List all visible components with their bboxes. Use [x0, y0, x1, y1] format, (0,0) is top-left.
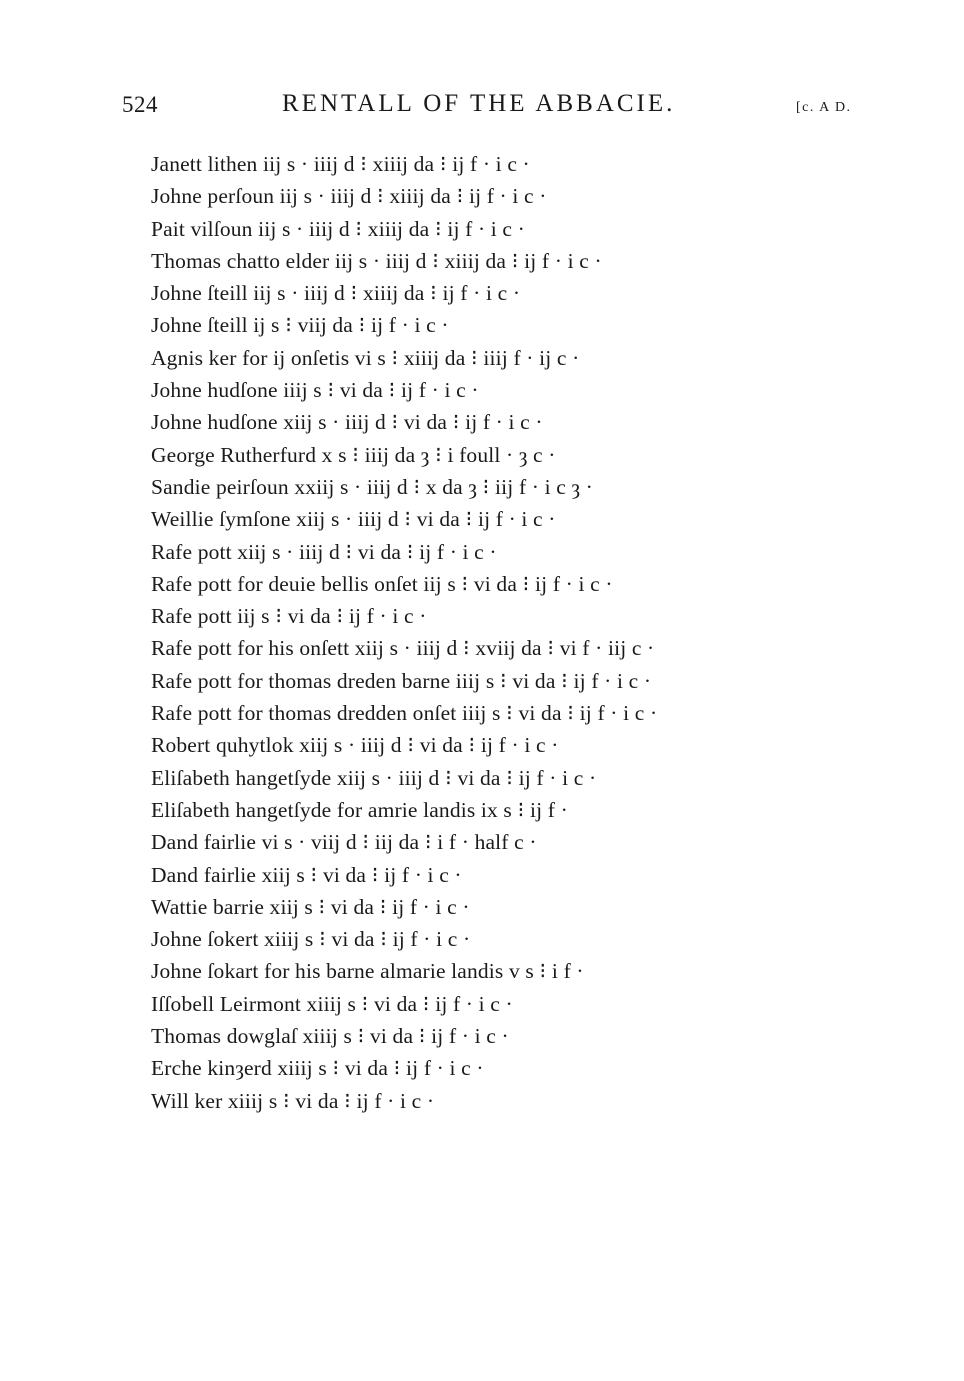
date-note: [c. A D.: [796, 100, 852, 115]
rental-entry: Erche kinȝerd xiiij s ⁝ vi da ⁝ ij f · i c ·: [151, 1056, 484, 1081]
rental-entry: Iſſobell Leirmont xiiij s ⁝ vi da ⁝ ij f · i c ·: [151, 991, 513, 1016]
rental-entry: Rafe pott for thomas dredden onſet iiij s ⁝ vi da ⁝ ij f · i c ·: [151, 701, 658, 726]
rental-entry: Rafe pott xiij s · iiij d ⁝ vi da ⁝ ij f · i c ·: [151, 539, 497, 564]
rental-entry: Johne hudſone iiij s ⁝ vi da ⁝ ij f · i c ·: [151, 378, 479, 403]
rental-entry: Pait vilſoun iij s · iiij d ⁝ xiiij da ⁝ ij f · i c ·: [151, 216, 525, 241]
rental-entry: Wattie barrie xiij s ⁝ vi da ⁝ ij f · i c ·: [151, 894, 470, 919]
page-number: 524: [122, 92, 158, 117]
rental-entry: Sandie peirſoun xxiij s · iiij d ⁝ x da ȝ ⁝ iij f · i c ȝ ·: [151, 474, 593, 499]
rental-entry: Rafe pott iij s ⁝ vi da ⁝ ij f · i c ·: [151, 604, 427, 629]
rental-entry: Rafe pott for deuie bellis onſet iij s ⁝ vi da ⁝ ij f · i c ·: [151, 571, 613, 596]
rental-entry: Johne ſteill ij s ⁝ viij da ⁝ ij f · i c ·: [151, 313, 449, 338]
rental-entry: Johne perſoun iij s · iiij d ⁝ xiiij da ⁝ ij f · i c ·: [151, 184, 547, 209]
rental-entry: Dand fairlie vi s · viij d ⁝ iij da ⁝ i f · half c ·: [151, 830, 537, 855]
rental-entry: Janett lithen iij s · iiij d ⁝ xiiij da ⁝ ij f · i c ·: [151, 152, 530, 176]
rental-entry: Weillie ſymſone xiij s · iiij d ⁝ vi da ⁝ ij f · i c ·: [151, 507, 556, 532]
page-header: [0, 88, 964, 128]
rental-entry: Dand fairlie xiij s ⁝ vi da ⁝ ij f · i c ·: [151, 862, 462, 887]
rental-entry: Agnis ker for ij onſetis vi s ⁝ xiiij da ⁝ iiij f · ij c ·: [151, 345, 580, 370]
rental-entry: Thomas dowglaſ xiiij s ⁝ vi da ⁝ ij f · i c ·: [151, 1024, 509, 1049]
rental-entry: Johne ſokert xiiij s ⁝ vi da ⁝ ij f · i c ·: [151, 927, 471, 952]
rental-entry: Will ker xiiij s ⁝ vi da ⁝ ij f · i c ·: [151, 1088, 435, 1113]
rental-entry: Robert quhytlok xiij s · iiij d ⁝ vi da ⁝ ij f · i c ·: [151, 733, 559, 758]
rental-entry: Thomas chatto elder iij s · iiij d ⁝ xiiij da ⁝ ij f · i c ·: [151, 248, 602, 273]
rental-entry: Johne ſokart for his barne almarie landis v s ⁝ i f ·: [151, 959, 584, 984]
rental-entry: George Rutherfurd x s ⁝ iiij da ȝ ⁝ i foull · ȝ c ·: [151, 442, 556, 467]
rental-entry: Johne ſteill iij s · iiij d ⁝ xiiij da ⁝ ij f · i c ·: [151, 281, 521, 306]
rental-entry: Rafe pott for his onſett xiij s · iiij d ⁝ xviij da ⁝ vi f · iij c ·: [151, 636, 655, 661]
rental-entry-list: [151, 148, 911, 1117]
rental-entry: Eliſabeth hangetſyde xiij s · iiij d ⁝ vi da ⁝ ij f · i c ·: [151, 765, 597, 790]
rental-entry: Eliſabeth hangetſyde for amrie landis ix s ⁝ ij f ·: [151, 797, 568, 822]
rental-entry: Rafe pott for thomas dreden barne iiij s ⁝ vi da ⁝ ij f · i c ·: [151, 668, 652, 693]
running-title: RENTALL OF THE ABBACIE.: [282, 90, 676, 117]
rental-entry: Johne hudſone xiij s · iiij d ⁝ vi da ⁝ ij f · i c ·: [151, 410, 543, 435]
